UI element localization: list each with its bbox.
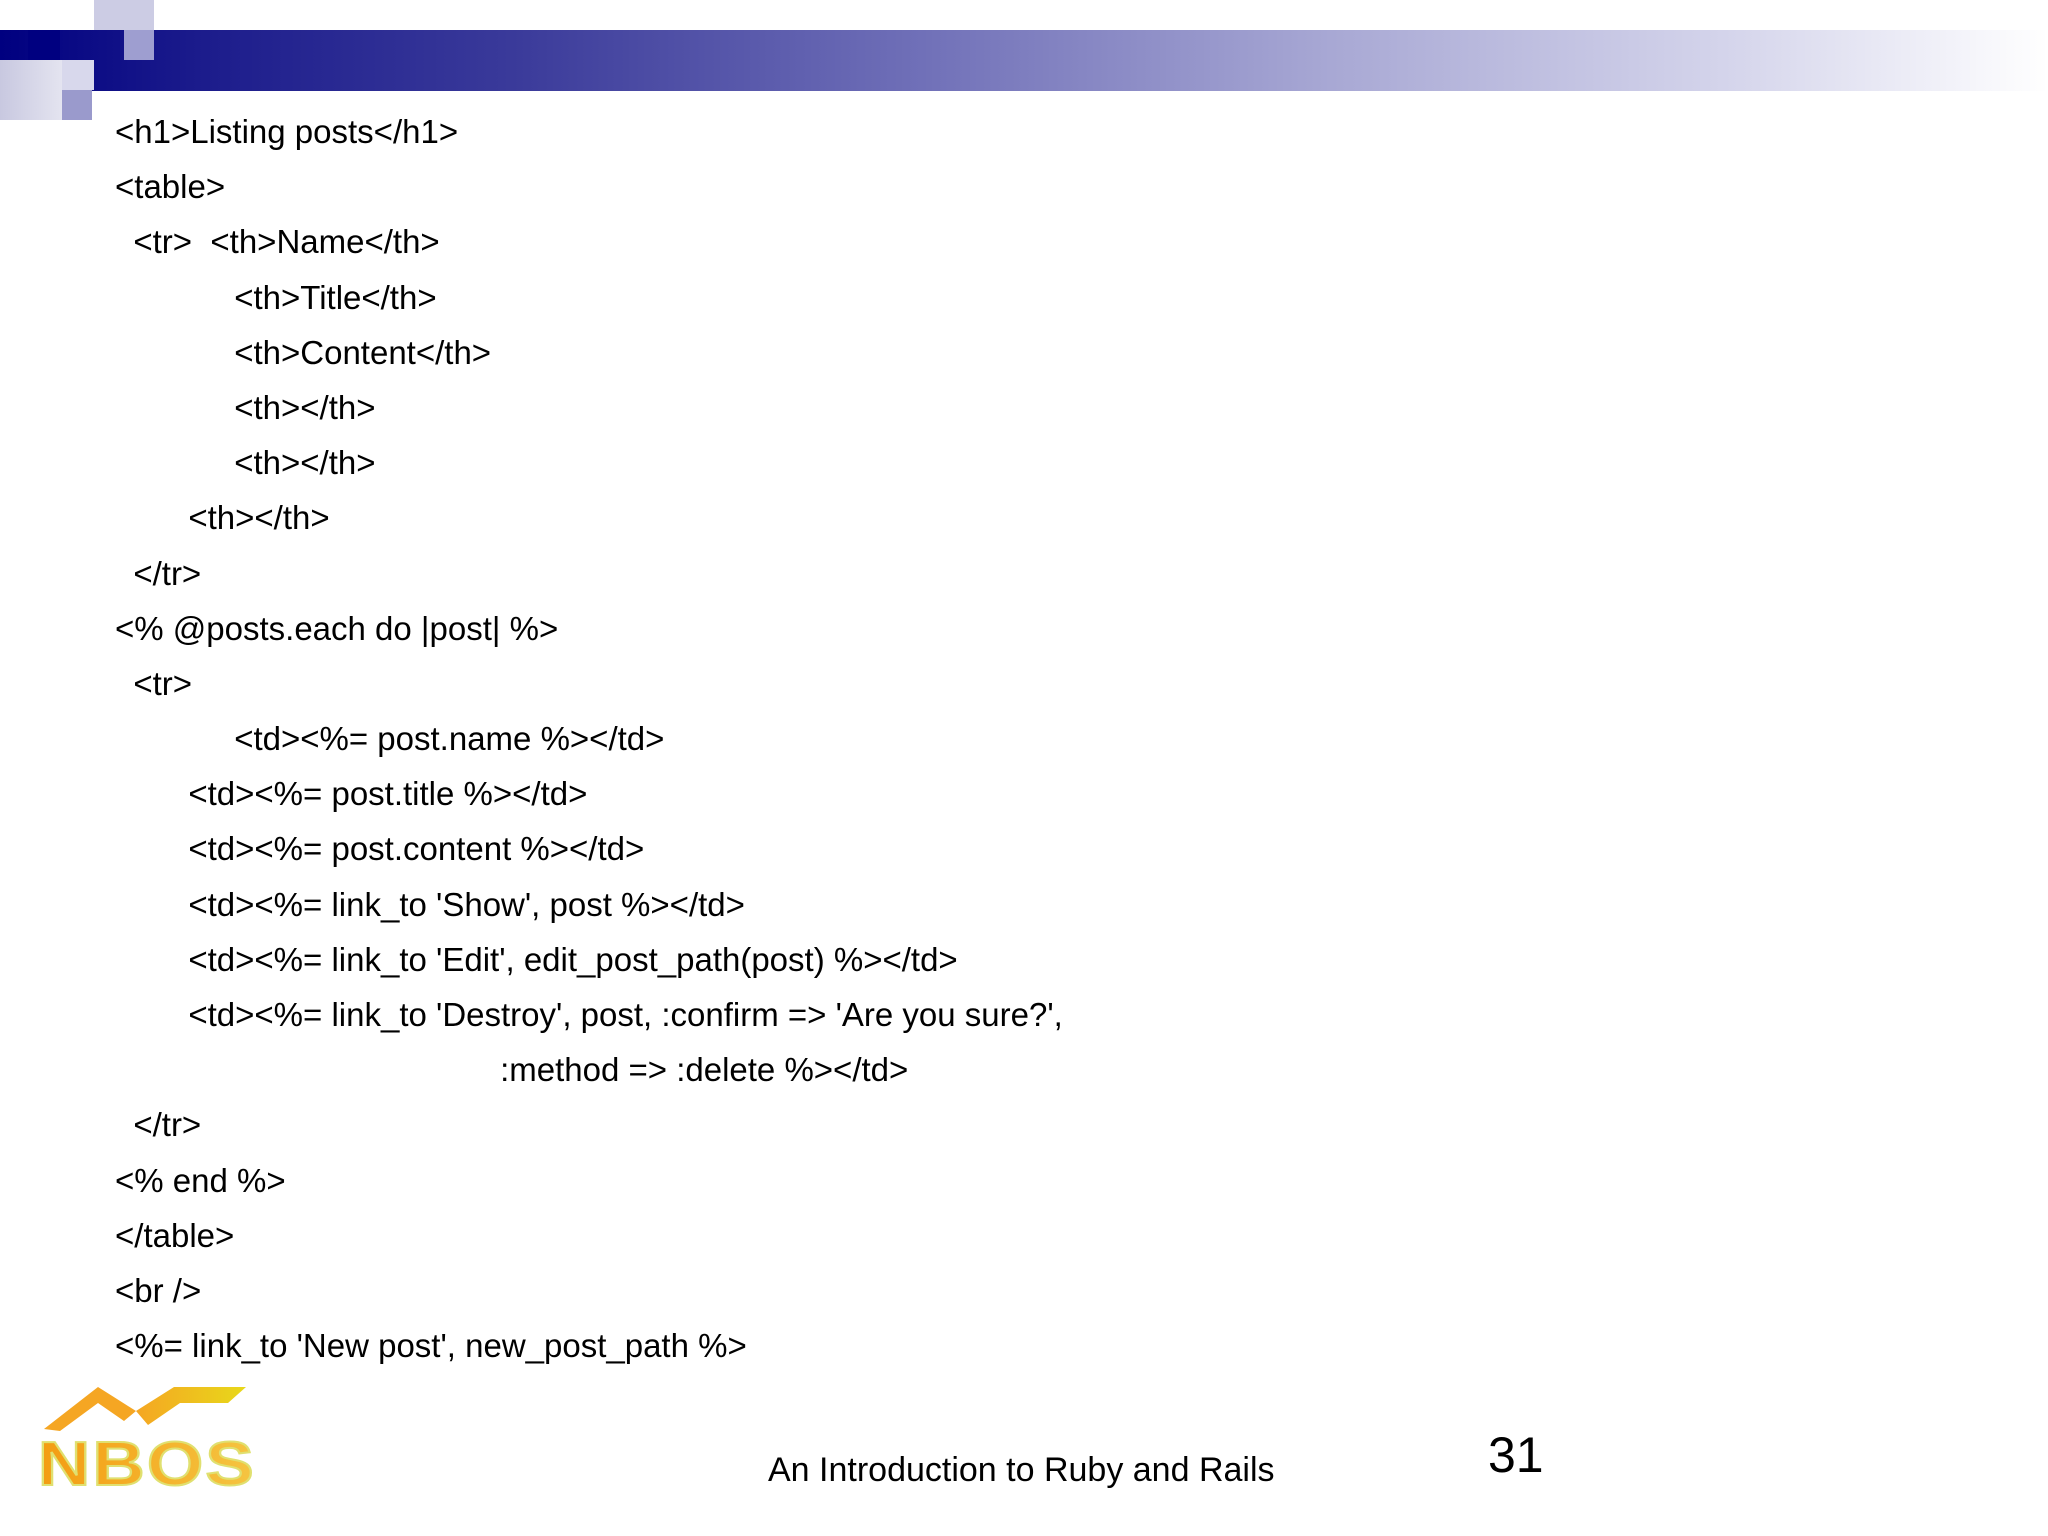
code-line: <br /> xyxy=(115,1271,202,1309)
code-line: <h1>Listing posts</h1> xyxy=(115,113,459,150)
code-line: <th>Content</th> xyxy=(115,333,492,371)
code-line: <td><%= link_to 'Destroy', post, :confirm => 'Are you sure?', xyxy=(115,996,1063,1033)
page-number: 31 xyxy=(1488,1427,1544,1483)
decorative-square xyxy=(28,30,60,62)
code-line: <% end %> xyxy=(115,1161,286,1199)
code-line: </tr> xyxy=(115,1106,202,1144)
code-line: <td><%= link_to 'Show', post %></td> xyxy=(115,885,745,923)
code-line: <th></th> xyxy=(115,444,376,482)
code-line: <tr> xyxy=(115,664,193,702)
code-line: <td><%= post.title %></td> xyxy=(115,775,588,813)
code-line: <% @posts.each do |post| %> xyxy=(115,609,559,647)
code-line: </table> xyxy=(115,1216,235,1254)
decorative-square xyxy=(0,60,62,120)
code-line: <th></th> xyxy=(115,388,376,426)
decorative-square xyxy=(124,30,154,60)
code-line: <th></th> xyxy=(115,499,330,537)
code-line: <td><%= link_to 'Edit', edit_post_path(post) %></td> xyxy=(115,940,958,978)
code-line: </tr> xyxy=(115,554,202,592)
decorative-square xyxy=(62,90,92,120)
decorative-square xyxy=(62,60,94,90)
code-line: <tr> <th>Name</th> xyxy=(115,223,440,261)
footer-title: An Introduction to Ruby and Rails xyxy=(768,1451,1275,1489)
code-line: <%= link_to 'New post', new_post_path %> xyxy=(115,1327,747,1365)
code-line: <table> xyxy=(115,168,226,206)
code-line: :method => :delete %></td> xyxy=(115,1051,909,1089)
code-block xyxy=(115,104,1515,1373)
decorative-square xyxy=(94,0,154,30)
code-line: <th>Title</th> xyxy=(115,278,437,316)
logo-roof-left xyxy=(44,1387,136,1431)
logo-text: NBOS xyxy=(38,1430,256,1491)
code-line: <td><%= post.content %></td> xyxy=(115,830,645,868)
code-line: <td><%= post.name %></td> xyxy=(115,720,665,758)
nbos-logo xyxy=(36,1381,258,1491)
title-bar xyxy=(0,30,2048,91)
logo-roof-right xyxy=(136,1387,246,1425)
